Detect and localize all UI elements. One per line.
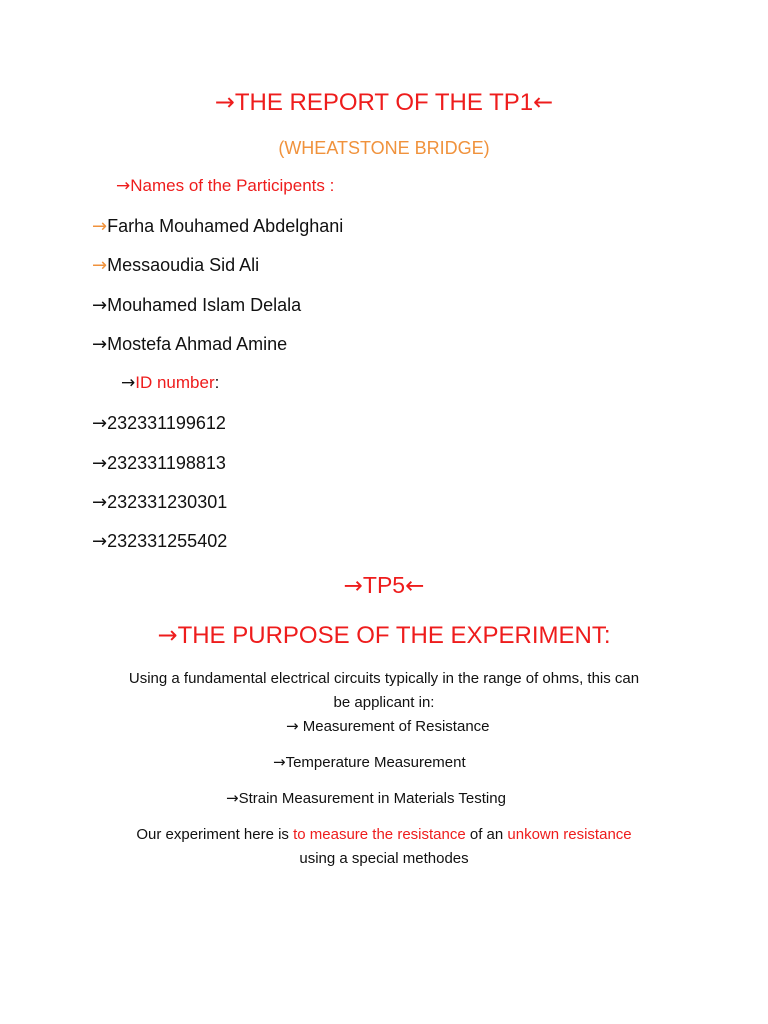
arrow-right-icon: →	[92, 255, 108, 276]
application-item	[226, 791, 506, 806]
purpose-heading	[0, 623, 768, 648]
report-title-text: THE REPORT OF THE TP1	[234, 89, 534, 116]
application-text: Temperature Measurement	[285, 754, 466, 771]
arrow-right-icon: →	[92, 295, 108, 316]
application-item	[286, 719, 490, 734]
arrow-right-icon: →	[121, 373, 136, 393]
participant-item	[92, 296, 301, 315]
closing-text: of an	[465, 826, 508, 843]
purpose-intro-line2: be applicant in:	[333, 694, 435, 711]
arrow-right-icon: →	[116, 176, 131, 196]
closing-line2: using a special methodes	[299, 850, 469, 867]
arrow-right-icon: →	[273, 753, 286, 771]
arrow-right-icon: →	[92, 334, 108, 355]
id-heading	[121, 374, 219, 392]
closing-highlight: to measure the resistance	[293, 826, 466, 843]
tp5-heading	[0, 574, 768, 598]
purpose-intro-line1: Using a fundamental electrical circuits typically in the range of ohms, this can	[128, 670, 640, 687]
arrow-right-icon: →	[92, 531, 108, 552]
closing-text: Our experiment here is	[136, 826, 294, 843]
application-item	[273, 755, 466, 770]
id-number: 232331230301	[107, 492, 228, 512]
participants-heading	[116, 177, 334, 195]
participant-name: Farha Mouhamed Abdelghani	[107, 216, 344, 236]
arrow-right-icon: →	[286, 717, 299, 735]
arrow-right-icon: →	[92, 492, 108, 513]
id-number: 232331199612	[107, 413, 226, 433]
participant-name: Messaoudia Sid Ali	[107, 255, 260, 275]
arrow-right-icon: →	[92, 216, 108, 237]
arrow-right-icon: →	[92, 453, 108, 474]
id-item	[92, 414, 226, 433]
participant-name: Mouhamed Islam Delala	[107, 295, 302, 315]
tp5-text: TP5	[362, 572, 406, 598]
arrow-left-icon: ←	[533, 88, 554, 116]
participant-item	[92, 217, 343, 236]
participant-item	[92, 335, 287, 354]
participant-item	[92, 256, 259, 275]
application-text: Strain Measurement in Materials Testing	[238, 790, 506, 807]
id-heading-text: ID number	[135, 373, 215, 392]
arrow-right-icon: →	[343, 573, 363, 599]
report-title	[0, 90, 768, 115]
participants-heading-text: Names of the Participents :	[130, 176, 335, 195]
closing-highlight: unkown resistance	[507, 826, 632, 843]
arrow-right-icon: →	[214, 88, 235, 116]
arrow-right-icon: →	[157, 621, 178, 649]
id-item	[92, 493, 227, 512]
id-item	[92, 454, 226, 473]
purpose-heading-text: THE PURPOSE OF THE EXPERIMENT:	[177, 622, 611, 649]
participant-name: Mostefa Ahmad Amine	[107, 334, 288, 354]
arrow-right-icon: →	[226, 789, 239, 807]
id-heading-colon: :	[214, 373, 220, 392]
arrow-left-icon: ←	[405, 573, 425, 599]
id-number: 232331198813	[107, 453, 226, 473]
arrow-right-icon: →	[92, 413, 108, 434]
application-text: Measurement of Resistance	[298, 718, 490, 735]
report-subtitle: (WHEATSTONE BRIDGE)	[278, 138, 490, 158]
id-item	[92, 532, 227, 551]
closing-line1	[0, 827, 768, 842]
id-number: 232331255402	[107, 531, 228, 551]
